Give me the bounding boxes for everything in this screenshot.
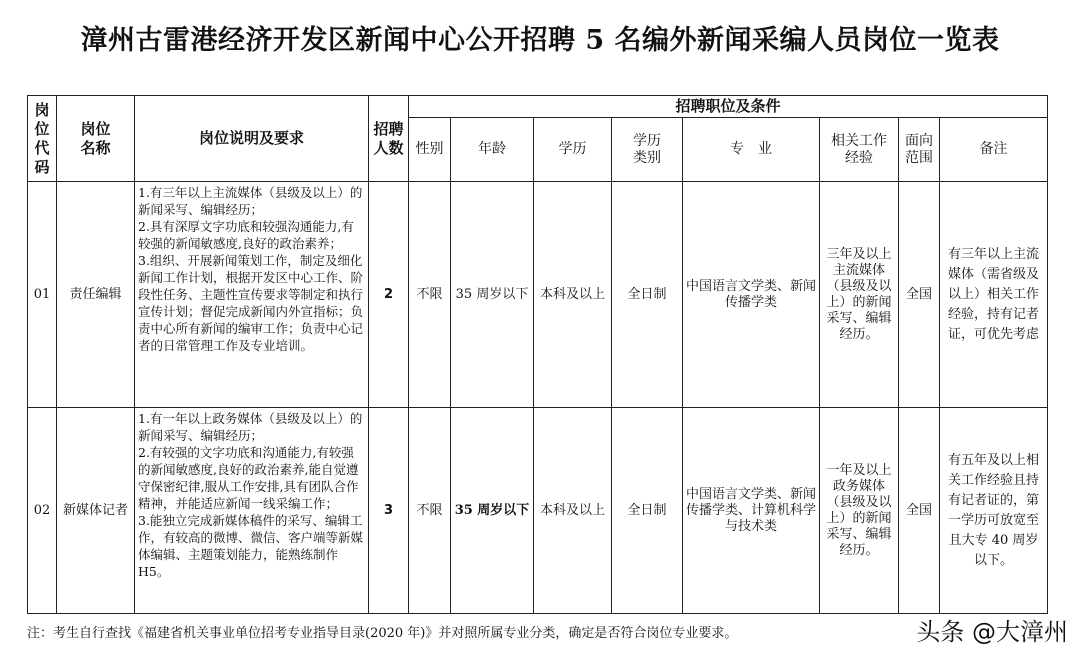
row-scope: 全国 [899, 182, 940, 408]
row-edu: 本科及以上 [534, 182, 612, 408]
header-age: 年龄 [451, 118, 534, 182]
positions-table [27, 95, 1048, 614]
row-gender: 不限 [409, 182, 451, 408]
row-gender: 不限 [409, 408, 451, 614]
row-remark: 有三年以上主流媒体（需省级及以上）相关工作经验，持有记者证，可优先考虑 [940, 182, 1048, 408]
header-gender: 性别 [409, 118, 451, 182]
header-scope: 面向 范围 [899, 118, 940, 182]
row-experience: 一年及以上政务媒体（县级及以上）的新闻采写、编辑经历。 [820, 408, 899, 614]
header-major: 专 业 [683, 118, 820, 182]
row-scope: 全国 [899, 408, 940, 614]
row-desc: 1.有三年以上主流媒体（县级及以上）的新闻采写、编辑经历； 2.具有深厚文字功底和较强沟通能力,有较强的新闻敏感度,良好的政治素养； 3.组织、开展新闻策划工作，制定及细化新闻工作计划，根据开发区中心工作、阶段性任务、主题性宣传要求等制定和执行宣传计划；督促完成新闻内外宣指标；负责中心所有新闻的编审工作；负责中心记者的日常管理工作及专业培训。 [135, 182, 369, 408]
header-row-1 [28, 96, 1048, 118]
row-edu-type: 全日制 [612, 408, 683, 614]
table-row [28, 408, 1048, 614]
table-row [28, 182, 1048, 408]
row-age: 35 周岁以下 [451, 182, 534, 408]
footnote: 注：考生自行查找《福建省机关事业单位招考专业指导目录(2020 年)》并对照所属专业分类，确定是否符合岗位专业要求。 [27, 626, 738, 641]
header-name: 岗位 名称 [57, 96, 135, 182]
header-experience: 相关工作 经验 [820, 118, 899, 182]
row-count: 3 [369, 408, 409, 614]
row-edu-type: 全日制 [612, 182, 683, 408]
header-group: 招聘职位及条件 [409, 96, 1048, 118]
row-edu: 本科及以上 [534, 408, 612, 614]
row-code: 01 [28, 182, 57, 408]
row-desc: 1.有一年以上政务媒体（县级及以上）的新闻采写、编辑经历； 2.有较强的文字功底和沟通能力,有较强的新闻敏感度,良好的政治素养,能自觉遵守保密纪律,服从工作安排,具有团队合作精神，并能适应新闻一线采编工作； 3.能独立完成新媒体稿件的采写、编辑工作，有较高的微博、微信、客户端等新媒体编辑、主题策划能力，能熟练制作 H5。 [135, 408, 369, 614]
row-major: 中国语言文学类、新闻传播学类、计算机科学与技术类 [683, 408, 820, 614]
header-edu: 学历 [534, 118, 612, 182]
header-desc: 岗位说明及要求 [135, 96, 369, 182]
row-remark: 有五年及以上相关工作经验且持有记者证的，第一学历可放宽至且大专 40 周岁以下。 [940, 408, 1048, 614]
row-experience: 三年及以上主流媒体（县级及以上）的新闻采写、编辑经历。 [820, 182, 899, 408]
row-name: 新媒体记者 [57, 408, 135, 614]
row-name: 责任编辑 [57, 182, 135, 408]
header-count: 招聘 人数 [369, 96, 409, 182]
header-code: 岗 位 代 码 [28, 96, 57, 182]
page-title: 漳州古雷港经济开发区新闻中心公开招聘 5 名编外新闻采编人员岗位一览表 [80, 25, 1000, 56]
header-edu-type: 学历 类别 [612, 118, 683, 182]
row-age: 35 周岁以下 [451, 408, 534, 614]
row-major: 中国语言文学类、新闻传播学类 [683, 182, 820, 408]
watermark: 头条 @大漳州 [916, 618, 1068, 646]
row-code: 02 [28, 408, 57, 614]
header-remark: 备注 [940, 118, 1048, 182]
row-count: 2 [369, 182, 409, 408]
